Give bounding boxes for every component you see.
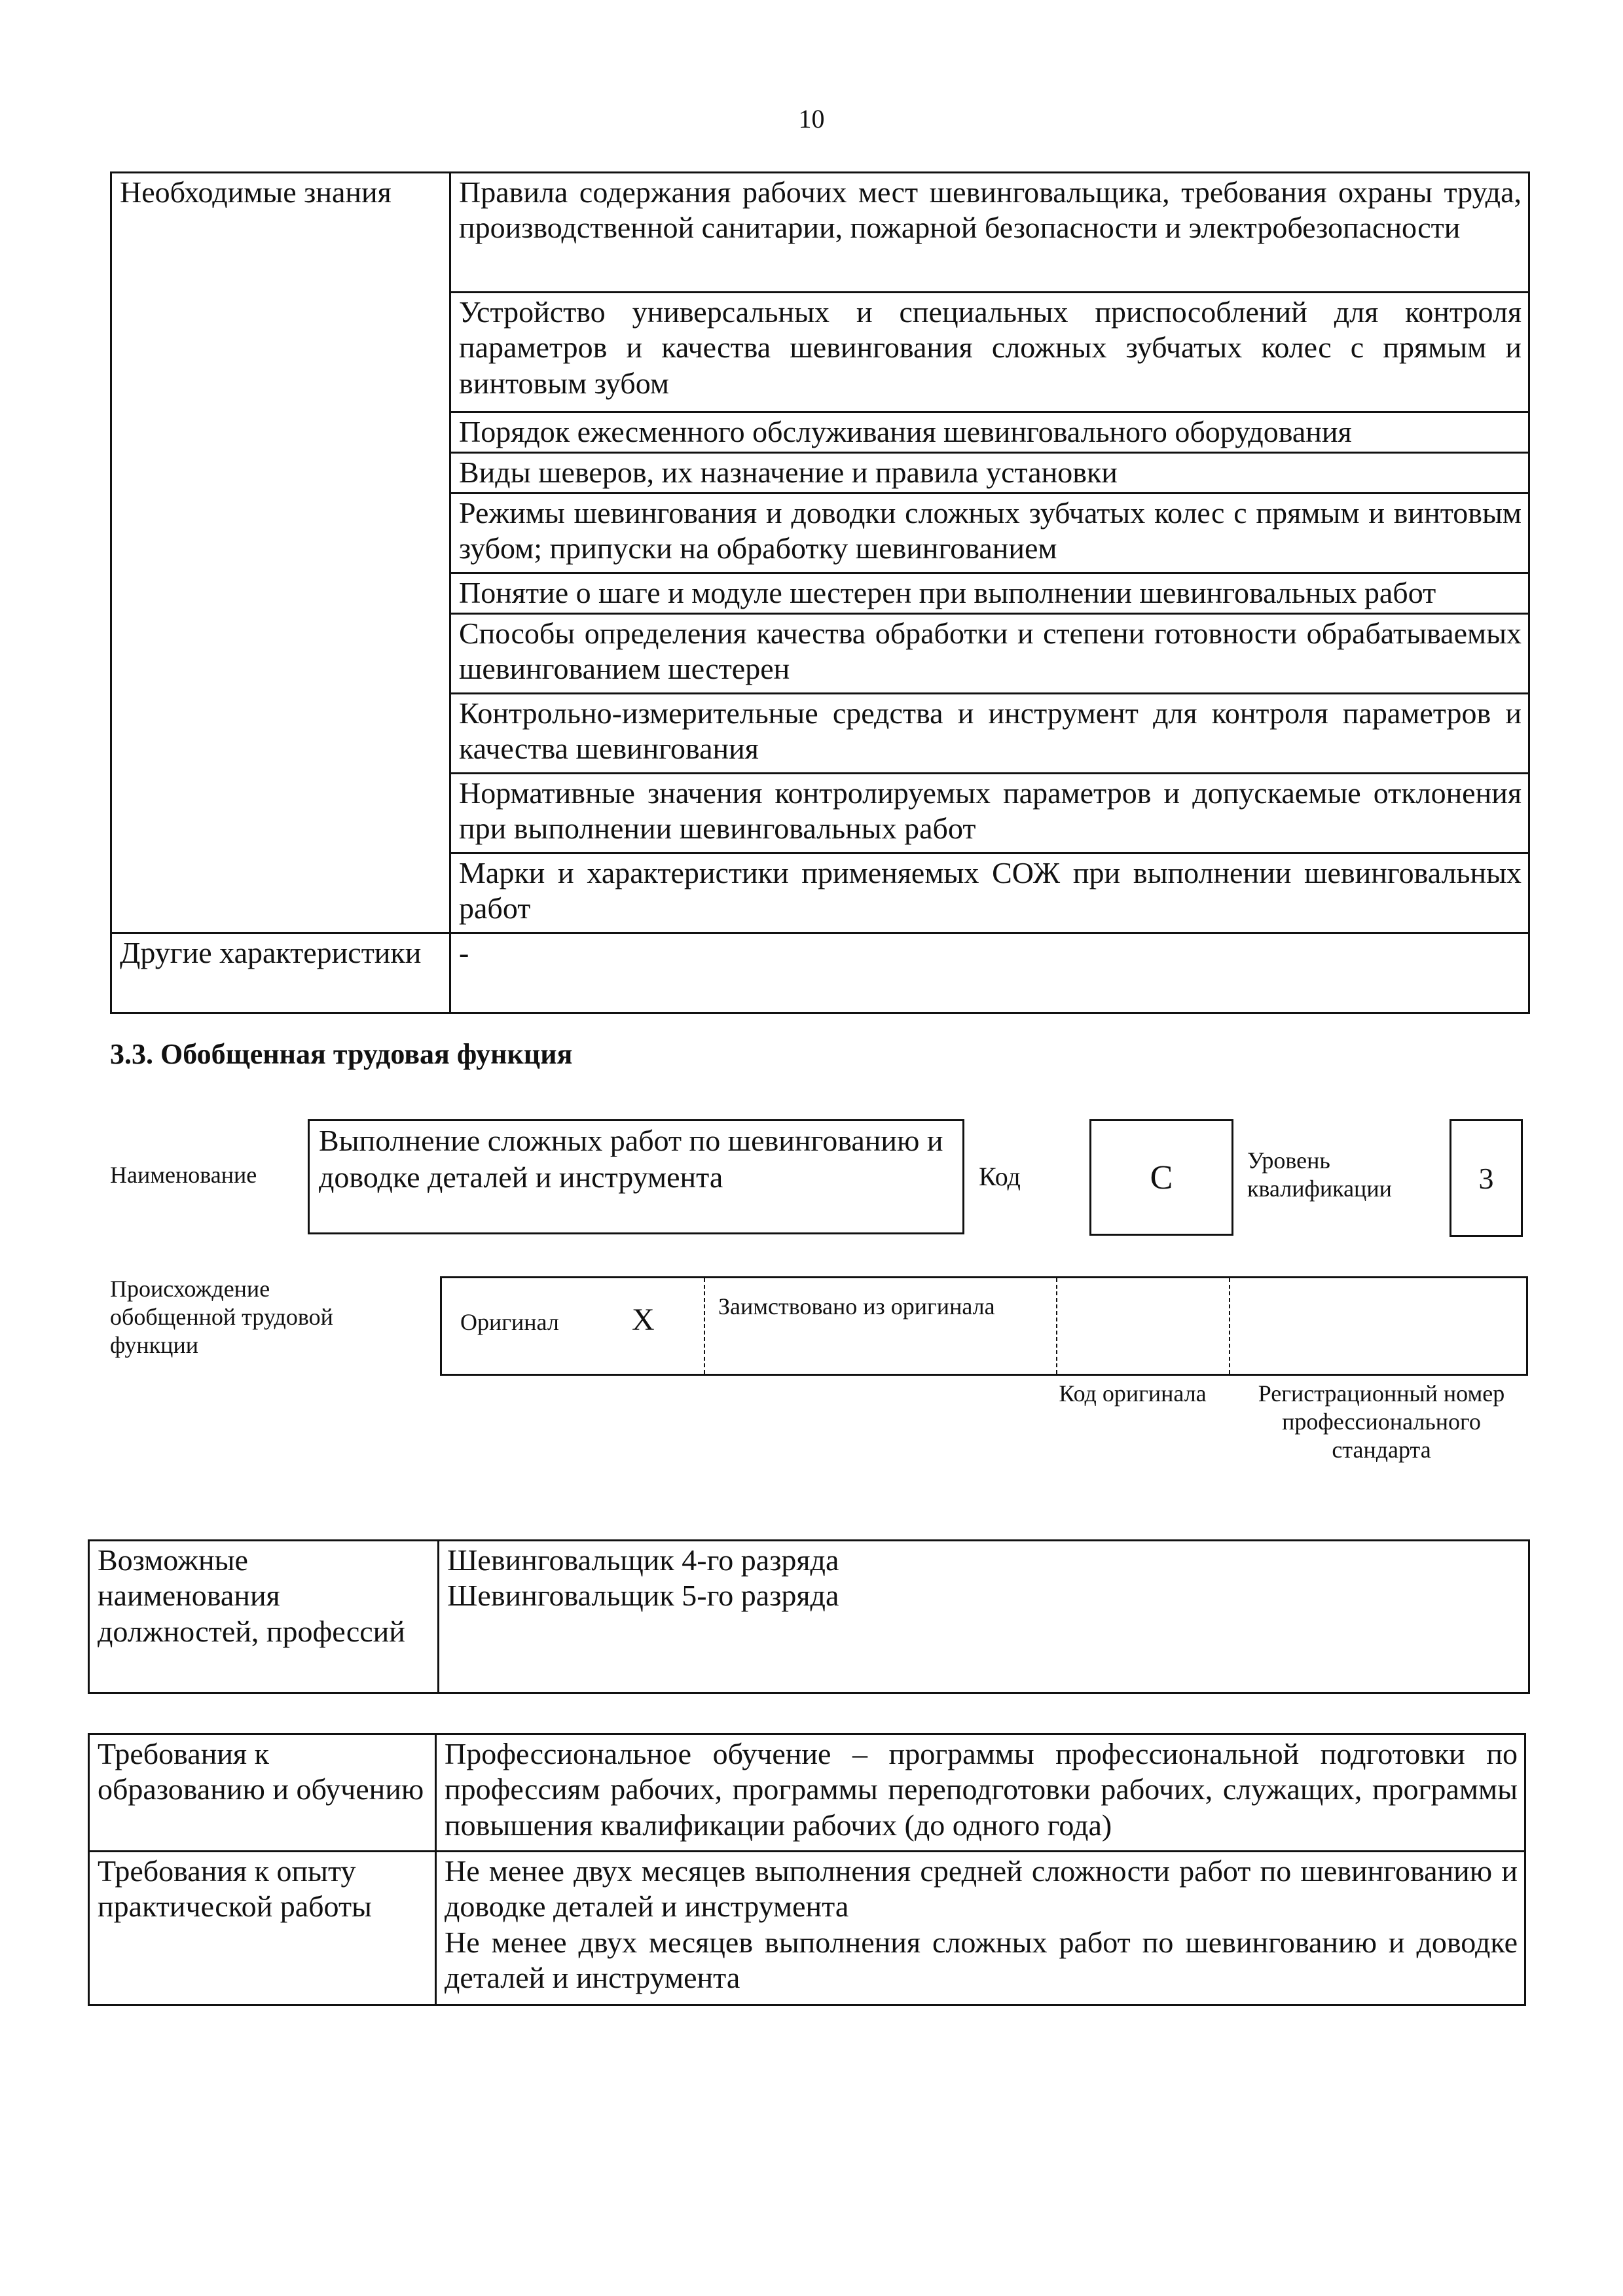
knowledge-table [110,171,1530,1014]
knowledge-item: Марки и характеристики применяемых СОЖ при выполнении шевинговальных работ [450,853,1529,933]
code-original-caption: Код оригинала [1059,1380,1207,1407]
section-title: 3.3. Обобщенная трудовая функция [110,1038,573,1070]
experience-item: Не менее двух месяцев выполнения средней сложности работ по шевингованию и доводке деталей и инструмента [445,1854,1518,1924]
positions-label: Возможные наименования должностей, профессий [89,1541,439,1693]
origin-box [440,1276,1528,1376]
original-label: Оригинал [460,1309,559,1335]
borrowed-label: Заимствовано из оригинала [718,1293,995,1319]
knowledge-label: Необходимые знания [111,173,450,933]
origin-label: Происхождение обобщенной трудовой функции [110,1276,333,1359]
education-label: Требования к образованию и обучению [89,1734,436,1852]
knowledge-item: Устройство универсальных и специальных приспособлений для контроля параметров и качества шевингования сложных зубчатых колес с прямым и винтовым зубом [450,293,1529,412]
level-label: Уровень квалификации [1247,1147,1392,1202]
experience-label: Требования к опыту практической работы [89,1852,436,2005]
knowledge-item: Понятие о шаге и модуле шестерен при выполнении шевинговальных работ [450,573,1529,614]
code-label: Код [979,1162,1021,1191]
code-value: C [1150,1158,1173,1196]
knowledge-item: Правила содержания рабочих мест шевинговальщика, требования охраны труда, производственной санитарии, пожарной безопасности и электробезопасности [450,173,1529,293]
divider [1229,1278,1230,1374]
knowledge-item: Виды шеверов, их назначение и правила установки [450,453,1529,493]
level-value-box [1450,1119,1523,1237]
other-characteristics-label: Другие характеристики [111,933,450,1013]
other-characteristics-value: - [450,933,1529,1013]
original-mark: X [632,1302,655,1337]
position-item: Шевинговальщик 5-го разряда [447,1579,839,1613]
reg-number-caption: Регистрационный номер профессионального стандарта [1258,1380,1505,1463]
positions-values [439,1541,1529,1693]
knowledge-item: Способы определения качества обработки и степени готовности обрабатываемых шевингованием шестерен [450,614,1529,694]
code-value-box [1089,1119,1233,1236]
experience-values [436,1852,1525,2005]
positions-table [88,1539,1530,1694]
position-item: Шевинговальщик 4-го разряда [447,1543,839,1577]
requirements-table [88,1733,1526,2006]
knowledge-item: Нормативные значения контролируемых параметров и допускаемые отклонения при выполнении шевинговальных работ [450,774,1529,853]
education-value: Профессиональное обучение – программы профессиональной подготовки по профессиям рабочих, программы переподготовки рабочих, служащих, программы повышения квалификации рабочих (до одного года) [436,1734,1525,1852]
level-value: 3 [1478,1161,1494,1195]
divider [1056,1278,1057,1374]
name-value-box [308,1119,964,1234]
name-label: Наименование [110,1162,257,1188]
knowledge-item: Контрольно-измерительные средства и инструмент для контроля параметров и качества шевингования [450,694,1529,774]
page-number: 10 [798,104,825,134]
name-value: Выполнение сложных работ по шевингованию и доводке деталей и инструмента [319,1124,943,1194]
divider [704,1278,705,1374]
knowledge-item: Режимы шевингования и доводки сложных зубчатых колес с прямым и винтовым зубом; припуски на обработку шевингованием [450,493,1529,573]
experience-item: Не менее двух месяцев выполнения сложных работ по шевингованию и доводке деталей и инструмента [445,1925,1518,1994]
knowledge-item: Порядок ежесменного обслуживания шевинговального оборудования [450,412,1529,453]
